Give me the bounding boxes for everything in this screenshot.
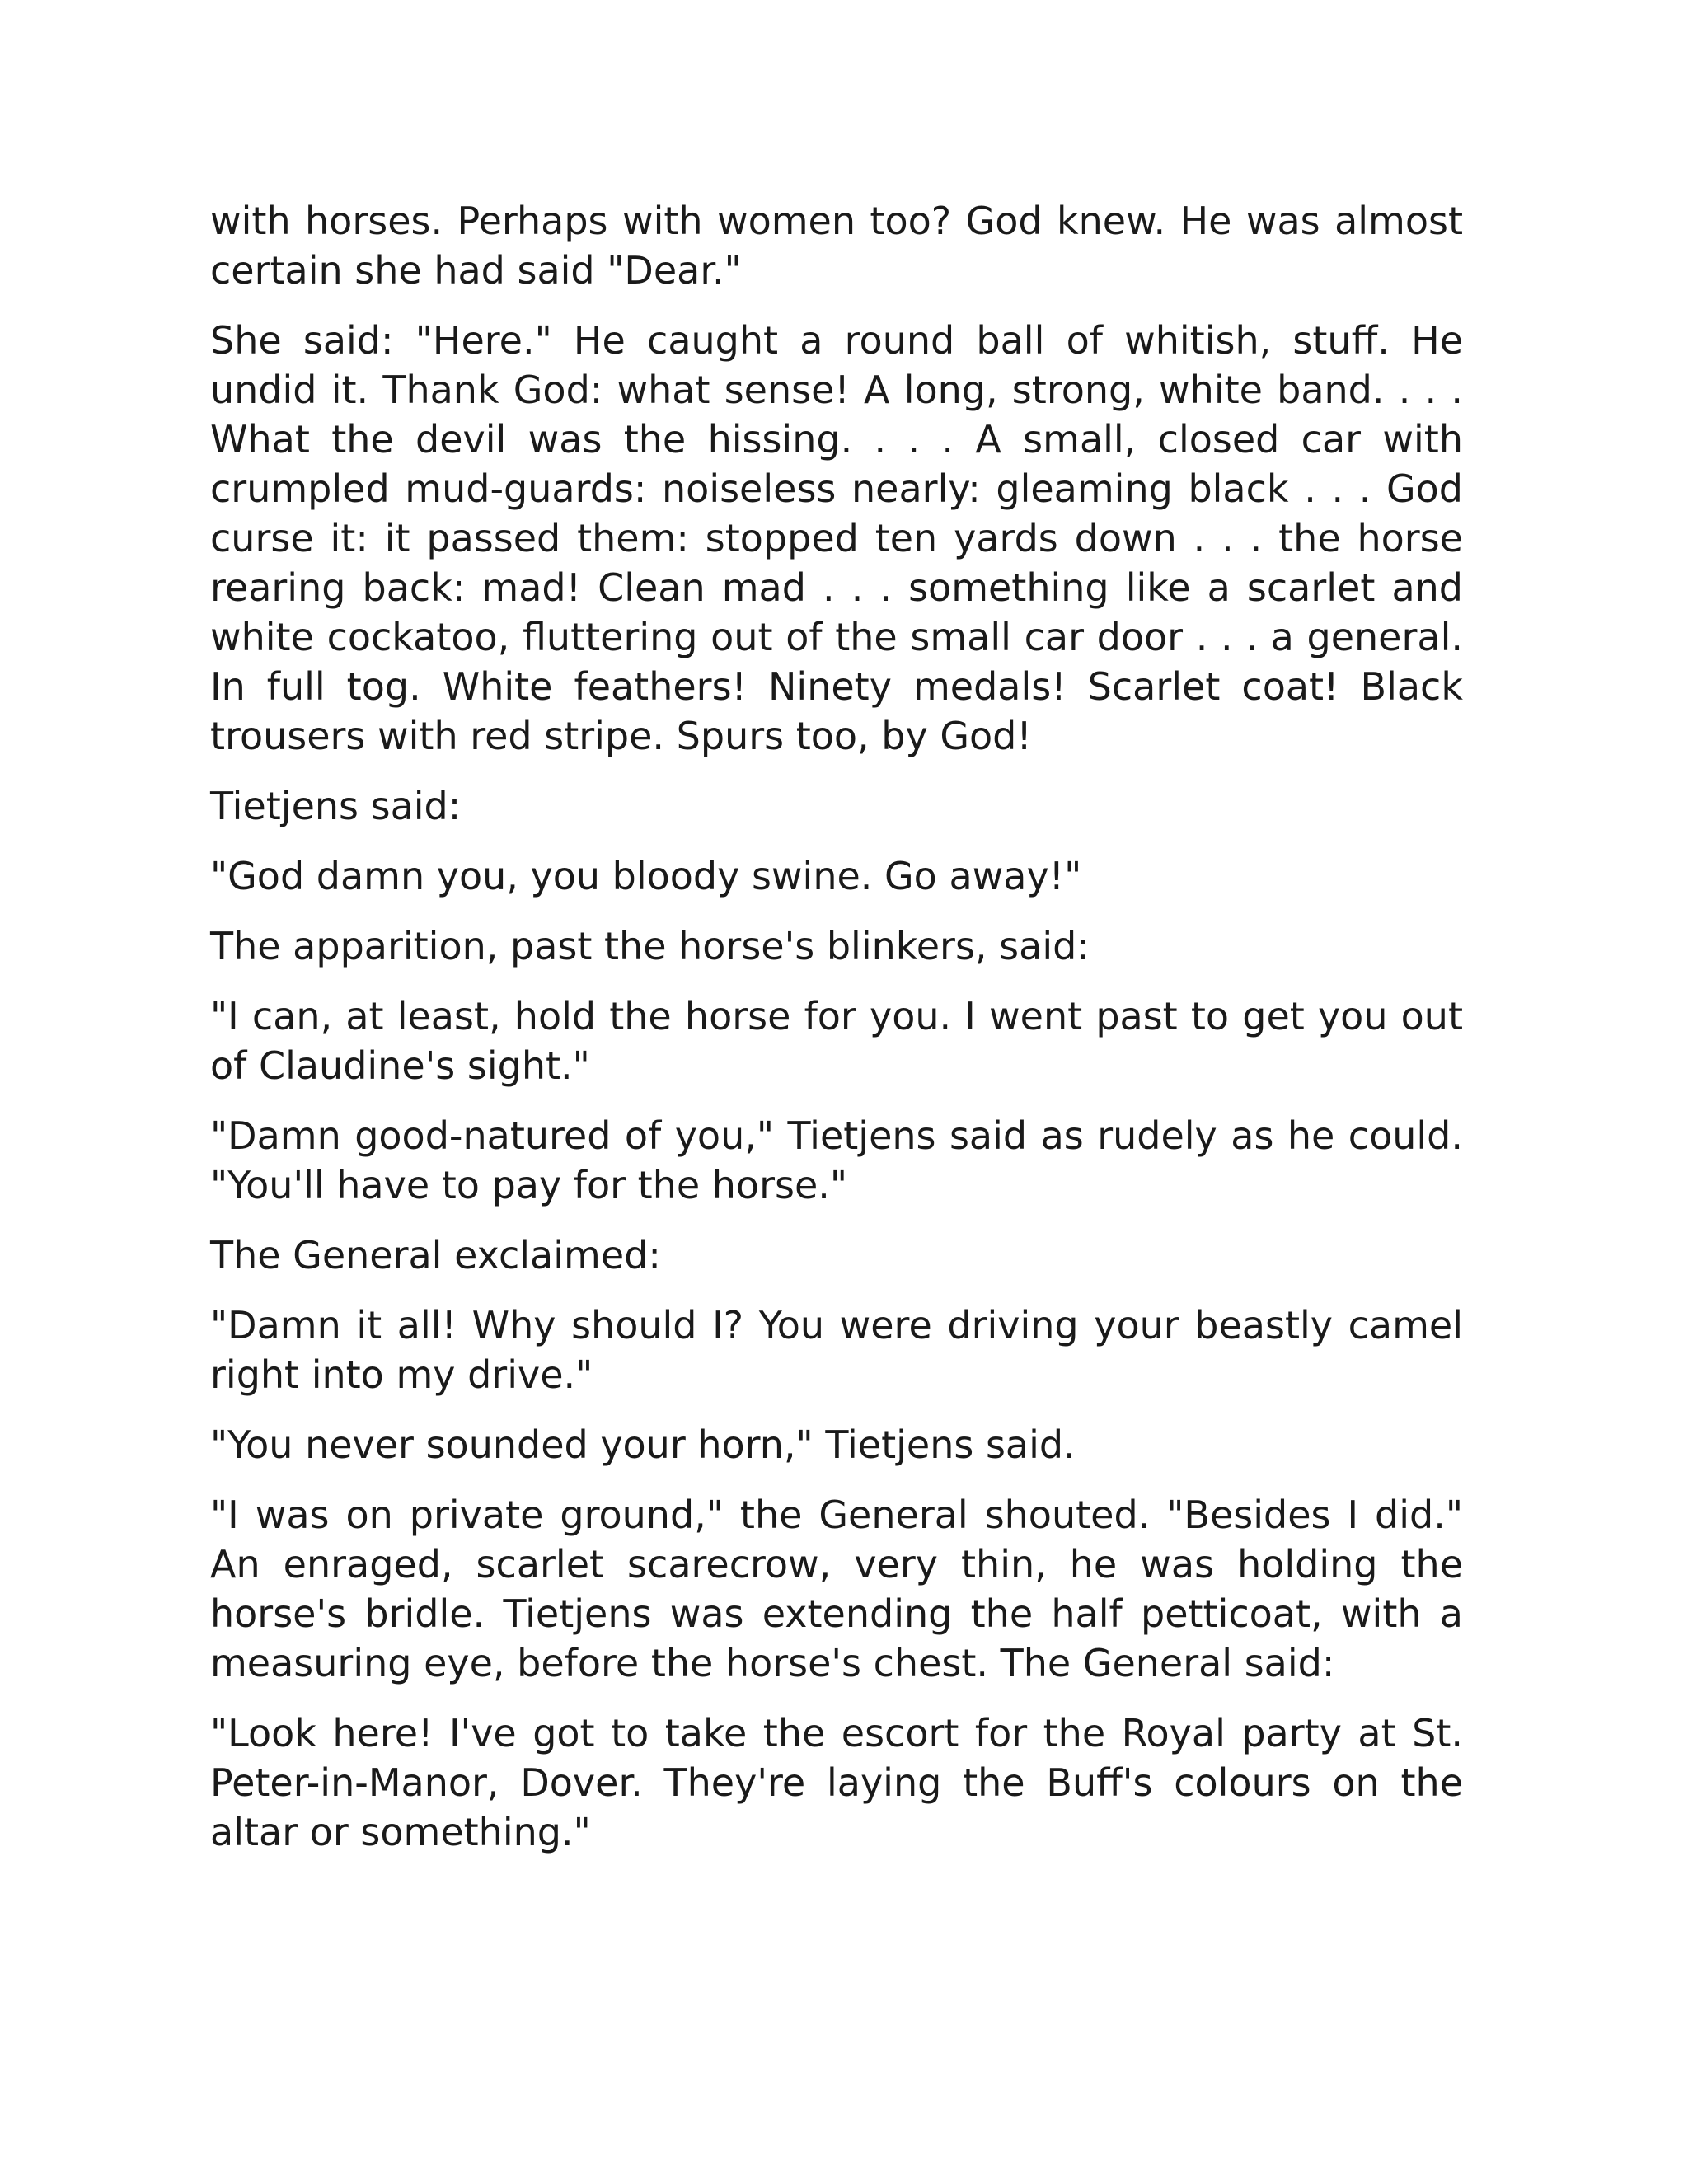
paragraph: "I can, at least, hold the horse for you. I went past to get you out of Claudine's sight." bbox=[210, 994, 1463, 1088]
paragraph: "Look here! I've got to take the escort for the Royal party at St. Peter-in-Manor, Dover. They're laying the Buff's colours on the altar or something." bbox=[210, 1711, 1463, 1854]
paragraph: with horses. Perhaps with women too? God knew. He was almost certain she had said "Dear." bbox=[210, 199, 1463, 293]
body-text bbox=[210, 196, 1463, 1877]
paragraph: The General exclaimed: bbox=[210, 1233, 661, 1277]
paragraph: Tietjens said: bbox=[210, 784, 462, 828]
paragraph: "Damn it all! Why should I? You were driving your beastly camel right into my drive." bbox=[210, 1303, 1463, 1397]
paragraph: She said: "Here." He caught a round ball of whitish, stuff. He undid it. Thank God: what sense! A long, strong, white band. . . . What the devil was the hissing. . . . A small, closed car with crumpled mud-guards: noiseless nearly: gleaming black . . . God curse it: it passed them: stopped ten yards down . . . the horse rearing back: mad! Clean mad . . . something like a scarlet and white cockatoo, fluttering out of the small car door . . . a general. In full tog. White feathers! Ninety medals! Scarlet coat! Black trousers with red stripe. Spurs too, by God! bbox=[210, 318, 1463, 758]
paragraph: "You never sounded your horn," Tietjens said. bbox=[210, 1422, 1076, 1467]
paragraph: The apparition, past the horse's blinkers, said: bbox=[210, 924, 1090, 968]
paragraph: "I was on private ground," the General shouted. "Besides I did." An enraged, scarlet scarecrow, very thin, he was holding the horse's bridle. Tietjens was extending the half petticoat, with a measuring eye, before the horse's chest. The General said: bbox=[210, 1493, 1463, 1685]
paragraph: "Damn good-natured of you," Tietjens said as rudely as he could. "You'll have to pay for the horse." bbox=[210, 1113, 1463, 1207]
paragraph: "God damn you, you bloody swine. Go away!" bbox=[210, 854, 1082, 898]
